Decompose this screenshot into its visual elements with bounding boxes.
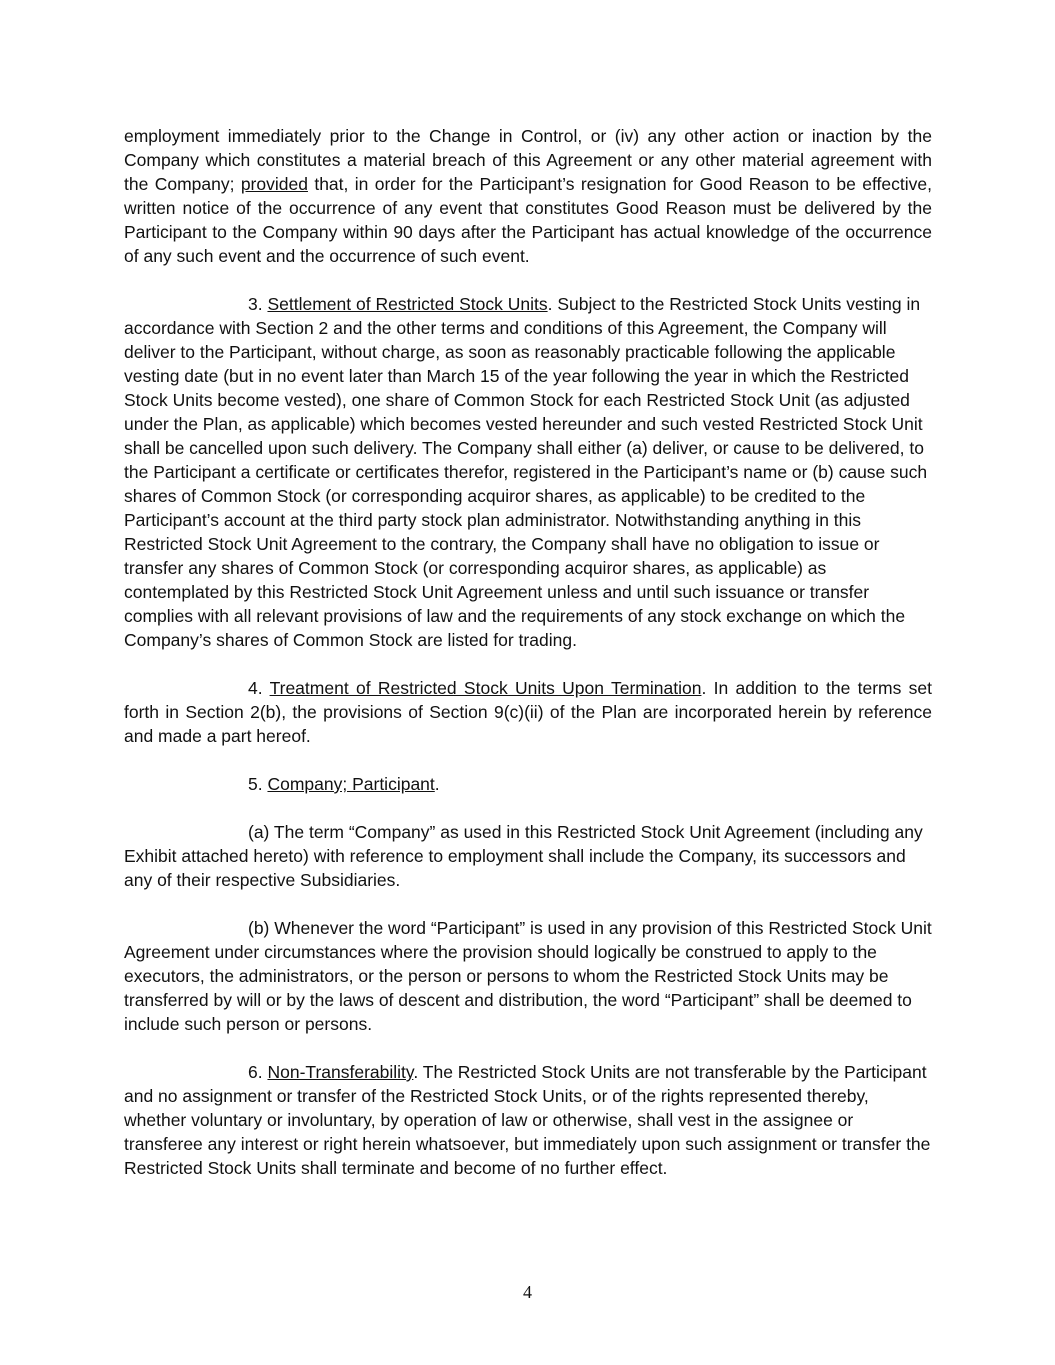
section-5a-paragraph: (a) The term “Company” as used in this Restricted Stock Unit Agreement (including any Exhibit attached hereto) with reference to employment shall include the Company, its successors and any of their respective Subsidiaries. — [124, 822, 923, 890]
intro-text-after: that, in order for the Participant’s resignation for Good Reason to be effective, written notice of the occurrence of any event that constitutes Good Reason must be delivered by the Participant to the Company within 90 days after the Participant has actual knowledge of the occurrence of any such event and the occurrence of such event. — [124, 174, 932, 266]
section-6-heading: Non-Transferability — [267, 1062, 414, 1082]
provided-term: provided — [240, 174, 308, 194]
section-6-body: . The Restricted Stock Units are not transferable by the Participant and no assignment or transfer of the Restricted Stock Units, or of the rights represented thereby, whether voluntary or involuntary, by operation of law or otherwise, shall vest in the assignee or transferee any interest or right herein whatsoever, but immediately upon such assignment or transfer the Restricted Stock Units shall terminate and become of no further effect. — [124, 1062, 931, 1178]
intro-text-before: employment immediately prior to the Change in Control, or (iv) any other action or inaction by the Company which constitutes a material breach of this Agreement or any other material agreement with the Company; — [124, 126, 932, 194]
section-3-number: 3. — [248, 294, 268, 314]
page-number: 4 — [523, 1282, 532, 1302]
intro-paragraph — [124, 124, 932, 268]
section-4-paragraph — [124, 676, 932, 748]
section-5-period: . — [434, 774, 440, 794]
section-6-paragraph — [124, 1060, 932, 1180]
section-3-paragraph — [124, 292, 932, 652]
section-3-body: . Subject to the Restricted Stock Units vesting in accordance with Section 2 and the other terms and conditions of this Agreement, the Company will deliver to the Participant, without charge, as soon as reasonably practicable following the applicable vesting date (but in no event later than March 15 of the year following the year in which the Restricted Stock Units become vested), one share of Common Stock for each Restricted Stock Unit (as adjusted under the Plan, as applicable) which becomes vested hereunder and such vested Restricted Stock Unit shall be cancelled upon such delivery. The Company shall either (a) deliver, or cause to be delivered, to the Participant a certificate or certificates therefor, registered in the Participant’s name or (b) cause such shares of Common Stock (or corresponding acquiror shares, as applicable) to be credited to the Participant’s account at the third party stock plan administrator. Notwithstanding anything in this Restricted Stock Unit Agreement to the contrary, the Company shall have no obligation to issue or transfer any shares of Common Stock (or corresponding acquiror shares, as applicable) as contemplated by this Restricted Stock Unit Agreement unless and until such issuance or transfer complies with all relevant provisions of law and the requirements of any stock exchange on which the Company’s shares of Common Stock are listed for trading. — [124, 294, 928, 650]
document-page — [124, 124, 932, 1180]
section-5-heading-paragraph — [124, 772, 932, 796]
section-5b-paragraph: (b) Whenever the word “Participant” is used in any provision of this Restricted Stock Unit Agreement under circumstances where the provision should logically be construed to apply to the executors, the administrators, or the person or persons to whom the Restricted Stock Units may be transferred by will or by the laws of descent and distribution, the word “Participant” shall be deemed to include such person or persons. — [124, 918, 932, 1034]
section-3-heading: Settlement of Restricted Stock Units — [267, 294, 548, 314]
section-6-number: 6. — [248, 1062, 268, 1082]
section-4-body: . In addition to the terms set forth in Section 2(b), the provisions of Section 9(c)(ii) of the Plan are incorporated herein by reference and made a part hereof. — [124, 678, 933, 746]
section-4-number: 4. — [248, 678, 270, 698]
section-5-number: 5. — [248, 774, 268, 794]
section-4-heading: Treatment of Restricted Stock Units Upon Termination — [269, 678, 702, 698]
section-5-heading: Company; Participant — [267, 774, 435, 794]
